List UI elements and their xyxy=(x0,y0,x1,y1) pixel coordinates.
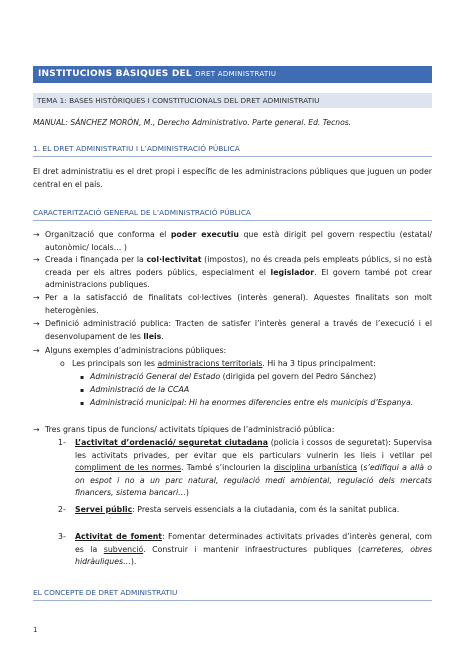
document-title-banner xyxy=(33,66,432,83)
list-item: → Per a la satisfacció de finalitats col·lectives (interès general). Aquestes finalitats son molt heterogènies. xyxy=(33,293,432,315)
list-item: → Alguns exemples d’administracions públiques: xyxy=(33,345,432,358)
title-sub: DRET ADMINISTRATIU xyxy=(195,70,277,78)
list-subsubitem: ▪ Administració de la CCAA xyxy=(90,384,189,397)
title-main: INSTITUCIONS BÀSIQUES DEL xyxy=(38,69,196,79)
section-heading: 1. EL DRET ADMINISTRATIU I L’ADMINISTRACIÓ PÚBLICA xyxy=(33,144,432,157)
square-bullet-icon: ▪ xyxy=(80,387,85,394)
arrow-icon: → xyxy=(33,319,40,328)
arrow-icon: → xyxy=(33,255,40,264)
intro-paragraph: El dret administratiu es el dret propi i específic de les administracions públiques que juguen un poder central en el país. xyxy=(33,167,432,189)
subsection-heading: CARACTERITZACIÓ GENERAL DE L’ADMINISTRACIÓ PÚBLICA xyxy=(33,208,432,221)
square-bullet-icon: ▪ xyxy=(80,374,85,381)
numbered-item: 3- Activitat de foment: Fomentar determinades activitats privades d’interès general, com es la subvenció. Construir i mantenir infraestructures publiques (carreteres, obres hidràuliques…). xyxy=(58,532,432,566)
manual-reference: MANUAL: SÁNCHEZ MORÓN, M., Derecho Administrativo. Parte general. Ed. Tecnos. xyxy=(33,118,352,127)
list-item: → Creada i finançada per la col·lectivitat (impostos), no és creada pels empleats públics, si no està creada per els altres poders públics, especialment el legislador. El govern també pot crear administracions publiques. xyxy=(33,255,432,289)
list-item: → Tres grans tipus de funcions/ activitats típiques de l’administració pública: xyxy=(33,424,432,437)
square-bullet-icon: ▪ xyxy=(80,400,85,407)
list-subsubitem: ▪ Administració municipal: Hi ha enormes diferencies entre els municipis d’Espanya. xyxy=(90,397,432,410)
arrow-icon: → xyxy=(33,293,40,302)
tema-heading: TEMA 1: BASES HISTÒRIQUES I CONSTITUCIONALS DEL DRET ADMINISTRATIU xyxy=(33,93,432,108)
list-item: → Organització que conforma el poder executiu que està dirigit pel govern respectiu (estatal/ autonòmic/ locals… ) xyxy=(33,230,432,252)
list-subitem: o Les principals son les administracions territorials. Hi ha 3 tipus principalment: xyxy=(60,358,432,371)
arrow-icon: → xyxy=(33,425,40,434)
arrow-icon: → xyxy=(33,230,40,239)
list-subsubitem: ▪ Administració General del Estado (dirigida pel govern del Pedro Sánchez) xyxy=(90,371,376,384)
arrow-icon: → xyxy=(33,346,40,355)
page-number: 1 xyxy=(33,626,38,634)
list-item: → Definició administració publica: Tracten de satisfer l’interès general a través de l’execució i el desenvolupament de les lleis. xyxy=(33,319,432,341)
numbered-item: 2- Servei públic: Presta serveis essencials a la ciutadania, com és la sanitat publica. xyxy=(58,505,400,514)
circle-bullet-icon: o xyxy=(60,359,65,368)
next-section-heading: EL CONCEPTE DE DRET ADMINISTRATIU xyxy=(33,588,432,601)
numbered-item: 1- L’activitat d’ordenació/ seguretat ciutadana (policia i cossos de seguretat): Supervisa les activitats privades, per evitar que els particulars vulnerin les lleis i vetllar pel compliment de les normes. També s’inclourien la disciplina urbanística (s’edifiqui a allà o on espot i no a un parc natural, regulació medi ambiental, regulació dels mercats financers, sistema bancari…) xyxy=(58,438,433,497)
